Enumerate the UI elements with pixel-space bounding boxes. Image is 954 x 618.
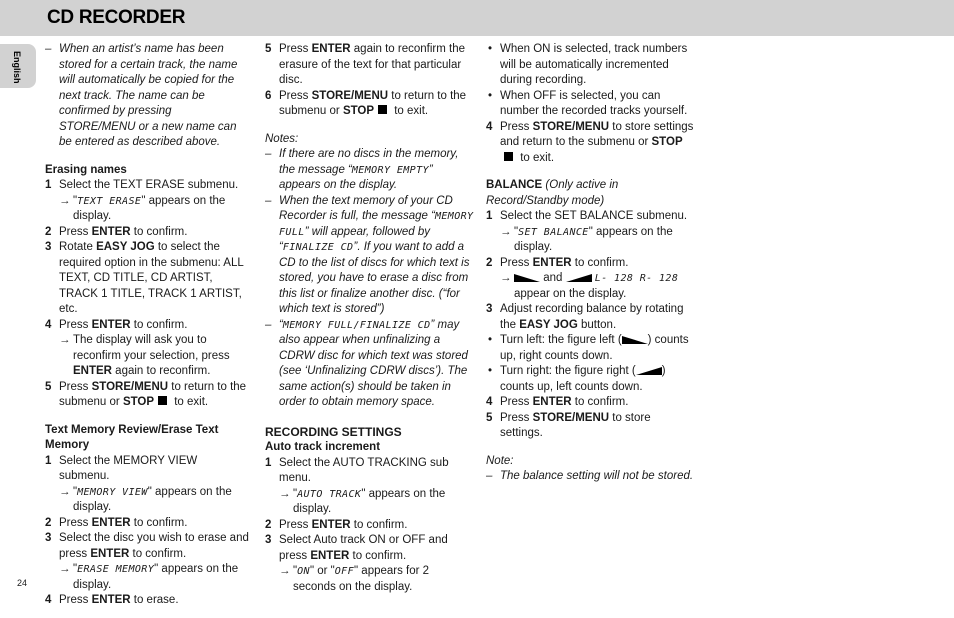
erase-step-4-result: → The display will ask you to reconfirm your selection, press ENTER again to reconfirm. [59, 334, 230, 377]
balance-left-ramp-icon [514, 272, 540, 282]
note-heading: Note: [486, 454, 514, 467]
bullet-on: • When ON is selected, track numbers will be automatically incremented during recording. [488, 43, 688, 86]
language-tab-label: English [12, 51, 22, 84]
auto-step-1-result: → "AUTO TRACK" appears on the display. [279, 487, 446, 515]
balance-step-1: 1 Select the SET BALANCE submenu. [486, 210, 688, 222]
bullet-turn-right: • Turn right: the figure right ( ) counts up, left counts down. [488, 365, 666, 393]
page-title: CD RECORDER [47, 7, 186, 28]
erasing-names-heading: Erasing names [45, 163, 127, 176]
balance-right-ramp-icon [566, 272, 592, 282]
column-2 [265, 42, 475, 595]
intro-note: – When an artist’s name has been stored for a certain track, the name will automatically be copied for the next track. The name can be confirmed by pressing STORE/MENU or a new name can be entered as described above. [45, 43, 238, 148]
auto-step-1: 1 Select the AUTO TRACKING sub menu. [265, 456, 449, 484]
auto-step-3-result: → "ON" or "OFF" appears for 2 seconds on the display. [279, 565, 430, 593]
text-memory-heading: Text Memory Review/Erase Text Memory [45, 423, 219, 451]
page-header [0, 0, 954, 36]
column-3 [486, 42, 696, 485]
balance-step-2-result: → and L- 128 R- 128 appear on the display. [500, 272, 679, 300]
language-tab [0, 44, 36, 88]
memory-step-2: 2 Press ENTER to confirm. [45, 516, 188, 529]
memory-step-6: 6 Press STORE/MENU to return to the submenu or STOP to exit. [265, 89, 467, 117]
erase-step-1-result: → "TEXT ERASE" appears on the display. [59, 194, 226, 222]
erase-step-5: 5 Press STORE/MENU to return to the submenu or STOP to exit. [45, 380, 247, 408]
balance-note: – The balance setting will not be stored. [486, 470, 694, 482]
page-number: 24 [17, 578, 28, 588]
note-3: – “MEMORY FULL/FINALIZE CD” may also appear when unfinalizing a CDRW disc for which text was stored (see ‘Unfinalizing CDRW discs’). The same action(s) should be taken in order to obtain memory space. [265, 318, 468, 408]
auto-step-2: 2 Press ENTER to confirm. [265, 518, 408, 531]
auto-step-4: 4 Press STORE/MENU to store settings and return to the submenu or STOP to exit. [486, 120, 694, 164]
balance-step-2: 2 Press ENTER to confirm. [486, 256, 629, 269]
note-1: – If there are no discs in the memory, the message “MEMORY EMPTY” appears on the display. [265, 148, 459, 191]
erase-step-1: 1 Select the TEXT ERASE submenu. [45, 179, 239, 191]
erase-step-2: 2 Press ENTER to confirm. [45, 225, 188, 238]
balance-right-ramp-icon [636, 365, 662, 375]
stop-square-icon [504, 152, 513, 161]
balance-step-4: 4 Press ENTER to confirm. [486, 396, 629, 408]
balance-step-5: 5 Press STORE/MENU to store settings. [486, 411, 651, 439]
memory-step-5: 5 Press ENTER again to reconfirm the erasure of the text for that particular disc. [265, 43, 465, 86]
notes-heading: Notes: [265, 132, 299, 145]
recording-settings-heading: RECORDING SETTINGS [265, 424, 402, 439]
balance-heading: BALANCE (Only active in Record/Standby mode) [486, 179, 619, 207]
memory-step-3: 3 Select the disc you wish to erase and press ENTER to confirm. [45, 532, 249, 560]
note-2: – When the text memory of your CD Recorder is full, the message “MEMORY FULL” will appear, followed by “FINALIZE CD”. If you want to add a CD to the list of discs for which text is stored, you have to erase a disc from this list or finalize another disc. (“for which text is stored”) [265, 194, 474, 315]
balance-step-3: 3 Adjust recording balance by rotating the EASY JOG button. [486, 303, 684, 331]
erase-step-3: 3 Rotate EASY JOG to select the required option in the submenu: ALL TEXT, CD TITLE, CD ARTIST, TRACK 1 TITLE, TRACK 1 ARTIST, etc. [45, 241, 244, 315]
erase-step-4: 4 Press ENTER to confirm. [45, 318, 188, 331]
auto-track-heading: Auto track increment [265, 441, 381, 453]
memory-step-1: 1 Select the MEMORY VIEW submenu. [45, 454, 198, 482]
memory-step-4: 4 Press ENTER to erase. [45, 594, 179, 606]
balance-step-1-result: → "SET BALANCE" appears on the display. [500, 225, 673, 253]
stop-square-icon [378, 105, 387, 114]
column-1 [45, 42, 250, 609]
bullet-turn-left: • Turn left: the figure left ( ) counts up, right counts down. [488, 334, 689, 362]
balance-left-ramp-icon [622, 334, 648, 344]
memory-step-1-result: → "MEMORY VIEW" appears on the display. [59, 485, 232, 513]
auto-step-3: 3 Select Auto track ON or OFF and press ENTER to confirm. [265, 534, 448, 562]
stop-square-icon [158, 396, 167, 405]
bullet-off: • When OFF is selected, you can number the recorded tracks yourself. [488, 89, 688, 117]
memory-step-3-result: → "ERASE MEMORY" appears on the display. [59, 563, 239, 591]
